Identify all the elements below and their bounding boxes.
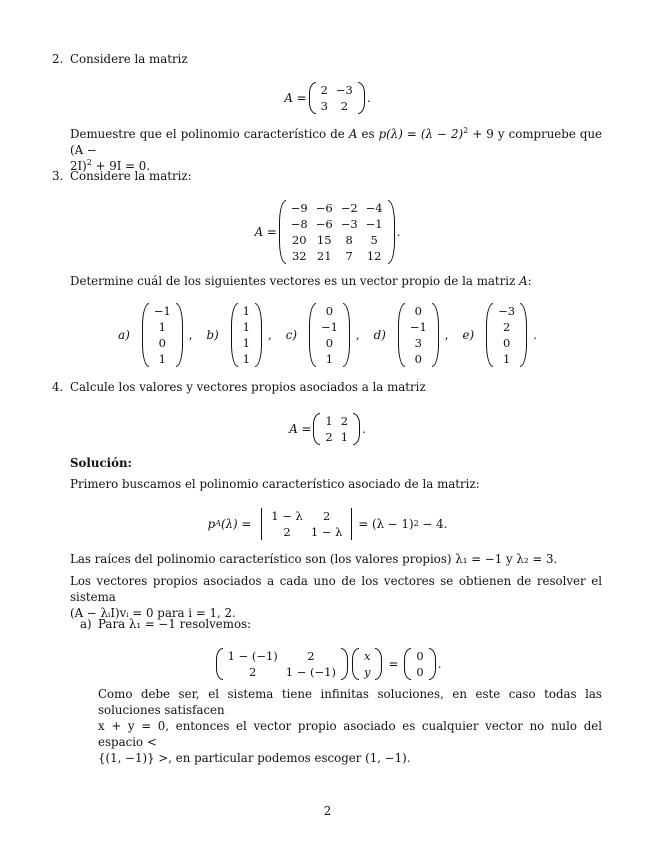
problem-3-number: 3.: [52, 169, 64, 183]
matrix-A-p3: [279, 200, 395, 264]
solution-title: Solución:: [70, 456, 132, 470]
vector-cell: 1: [502, 352, 511, 366]
statement-text: Demuestre que el polinomio característico de: [70, 127, 345, 141]
matrix-cell: −2: [340, 201, 358, 215]
problem-3-question: [70, 274, 532, 288]
lhs: A =: [284, 91, 307, 105]
matrix-A-p2: [309, 82, 365, 114]
matrix-cell: 2: [325, 430, 333, 444]
question-text: Determine cuál de los siguientes vectores es un vector propio de la matriz: [70, 274, 516, 288]
solution-intro: Primero buscamos el polinomio característico asociado de la matriz:: [70, 477, 480, 491]
matrix-cell: 1 − λ: [310, 525, 343, 539]
eigenvectors-line1: Los vectores propios asociados a cada uno de los vectores se obtienen de resolver el sistema: [70, 574, 602, 604]
matrix-symbol: A: [348, 127, 358, 141]
vector-cell: 1: [242, 336, 250, 350]
matrix-cell: −8: [290, 217, 308, 231]
matrix-cell: −3: [335, 83, 353, 97]
vector-cell: 0: [414, 304, 422, 318]
eigenvalues-text: Las raíces del polinomio característico son (los valores propios) λ₁ = −1 y λ₂ = 3.: [70, 552, 558, 566]
matrix-cell: 0: [416, 665, 424, 679]
period: .: [396, 225, 401, 239]
matrix-cell: 2: [340, 414, 349, 428]
check-tail: + 9I = 0.: [95, 159, 151, 173]
check-exp: 2: [86, 158, 92, 168]
vector-option: [463, 303, 537, 367]
problem-3-intro: Considere la matriz:: [70, 169, 192, 183]
pa-arg: (λ) =: [220, 517, 252, 531]
pa-rhs: = (λ − 1): [358, 517, 414, 531]
problem-4-number: 4.: [52, 380, 64, 394]
vector-cell: 0: [325, 304, 334, 318]
matrix-cell: −4: [365, 201, 383, 215]
matrix-cell: 2: [307, 649, 315, 663]
option-vector: [486, 303, 527, 367]
vector-cell: −1: [153, 304, 171, 318]
check-expr: 2I): [70, 159, 87, 173]
option-vector: [398, 303, 439, 367]
option-label: d): [373, 328, 386, 342]
vector-cell: 1: [158, 352, 166, 366]
determinant: [257, 508, 356, 540]
vector-cell: −1: [409, 320, 427, 334]
matrix-cell: 0: [416, 649, 424, 663]
vector-cell: 0: [502, 336, 511, 350]
polynomial: p(λ) = (λ − 2): [378, 127, 464, 141]
equation-matrix-2x2: [0, 82, 655, 114]
equals: =: [388, 657, 399, 671]
problem-2-number: 2.: [52, 52, 64, 66]
vector-option: [286, 303, 360, 367]
vector-option: [207, 303, 272, 367]
matrix-cell: 2: [283, 525, 291, 539]
conclusion-line3: {(1, −1)} >, en particular podemos escoger (1, −1).: [98, 751, 411, 765]
vector-cell: 0: [325, 336, 334, 350]
matrix-cell: 32: [291, 249, 307, 263]
eigenvectors-text: [70, 573, 602, 621]
matrix-cell: −6: [315, 217, 333, 231]
matrix-cell: 1: [340, 430, 349, 444]
matrix-cell: 2: [322, 509, 331, 523]
matrix-A-p4: [313, 413, 360, 445]
option-separator: ,: [355, 328, 360, 342]
option-separator: ,: [444, 328, 449, 342]
linear-system: [0, 648, 655, 680]
problem-2-statement: [70, 126, 602, 174]
option-separator: ,: [268, 328, 272, 342]
vector-option: [374, 303, 449, 367]
vector-cell: −3: [498, 304, 516, 318]
matrix-cell: 5: [370, 233, 378, 247]
vector-option: [118, 303, 192, 367]
option-vector: [142, 303, 183, 367]
lhs: A =: [254, 225, 277, 239]
problem-4-intro: Calcule los valores y vectores propios asociados a la matriz: [70, 380, 426, 394]
matrix-cell: 2: [320, 83, 328, 97]
period: .: [366, 91, 371, 105]
zero-vector: [404, 648, 435, 680]
option-vector: [231, 303, 262, 367]
option-label: e): [462, 328, 475, 342]
vector-cell: 0: [414, 352, 422, 366]
matrix-cell: 20: [291, 233, 307, 247]
case-a-label: a): [80, 617, 92, 631]
period: .: [437, 657, 442, 671]
case-a-text: Para λ₁ = −1 resolvemos:: [98, 617, 252, 631]
page-number: 2: [323, 804, 332, 818]
option-separator: .: [533, 328, 537, 342]
matrix-cell: 7: [345, 249, 353, 263]
conclusion-line1: Como debe ser, el sistema tiene infinitas soluciones, en este caso todas las soluciones satisfacen: [98, 687, 602, 717]
option-label: b): [206, 328, 219, 342]
vector-options: [0, 303, 655, 367]
matrix-cell: 12: [366, 249, 382, 263]
matrix-cell: y: [363, 665, 371, 679]
system-matrix: [216, 648, 348, 680]
vector-cell: 1: [242, 304, 250, 318]
matrix-cell: 3: [320, 99, 328, 113]
vector-cell: 3: [414, 336, 422, 350]
matrix-cell: −3: [340, 217, 358, 231]
equation-matrix-A-p4: [0, 413, 655, 445]
conclusion-line2: x + y = 0, entonces el vector propio asociado es cualquier vector no nulo del espacio <: [98, 719, 602, 749]
vector-cell: 2: [502, 320, 511, 334]
matrix-cell: −9: [290, 201, 308, 215]
polynomial-exp: 2: [463, 126, 469, 136]
matrix-cell: 1 − (−1): [285, 665, 336, 679]
matrix-cell: 2: [340, 99, 349, 113]
conclusion: [98, 686, 602, 766]
vector-cell: 1: [242, 320, 250, 334]
matrix-cell: −6: [315, 201, 333, 215]
vector-cell: 0: [158, 336, 166, 350]
pa-tail: − 4.: [422, 517, 448, 531]
equation-matrix-4x4: [0, 200, 655, 264]
polynomial-tail: + 9 y compruebe que (A −: [70, 127, 603, 157]
vector-cell: 1: [242, 352, 250, 366]
option-separator: ,: [188, 328, 193, 342]
option-label: a): [118, 328, 130, 342]
vector-cell: −1: [320, 320, 338, 334]
question-colon: :: [527, 274, 532, 288]
lhs: A =: [289, 422, 312, 436]
problem-2-intro: Considere la matriz: [70, 52, 188, 66]
matrix-cell: x: [363, 649, 371, 663]
matrix-cell: 1 − (−1): [227, 649, 278, 663]
vector-cell: 1: [158, 320, 166, 334]
matrix-cell: 8: [345, 233, 353, 247]
matrix-cell: 2: [249, 665, 257, 679]
pa-symbol: p: [207, 517, 216, 531]
matrix-cell: 15: [316, 233, 332, 247]
characteristic-polynomial: p A (λ) = 1 − λ 2 2 1 − λ = (λ − 1) 2 − 4.: [207, 509, 448, 539]
matrix-cell: −1: [365, 217, 383, 231]
vector-cell: 1: [325, 352, 334, 366]
option-label: c): [285, 328, 297, 342]
matrix-cell: 1: [325, 414, 333, 428]
question-matrix-symbol: A: [519, 274, 528, 288]
period: .: [362, 422, 366, 436]
matrix-cell: 1 − λ: [271, 509, 303, 523]
statement-es: es: [361, 127, 375, 141]
option-vector: [309, 303, 350, 367]
matrix-cell: 21: [316, 249, 332, 263]
eigenvectors-line2: (A − λᵢI)vᵢ = 0 para i = 1, 2.: [70, 606, 236, 620]
unknown-vector: [352, 648, 383, 680]
